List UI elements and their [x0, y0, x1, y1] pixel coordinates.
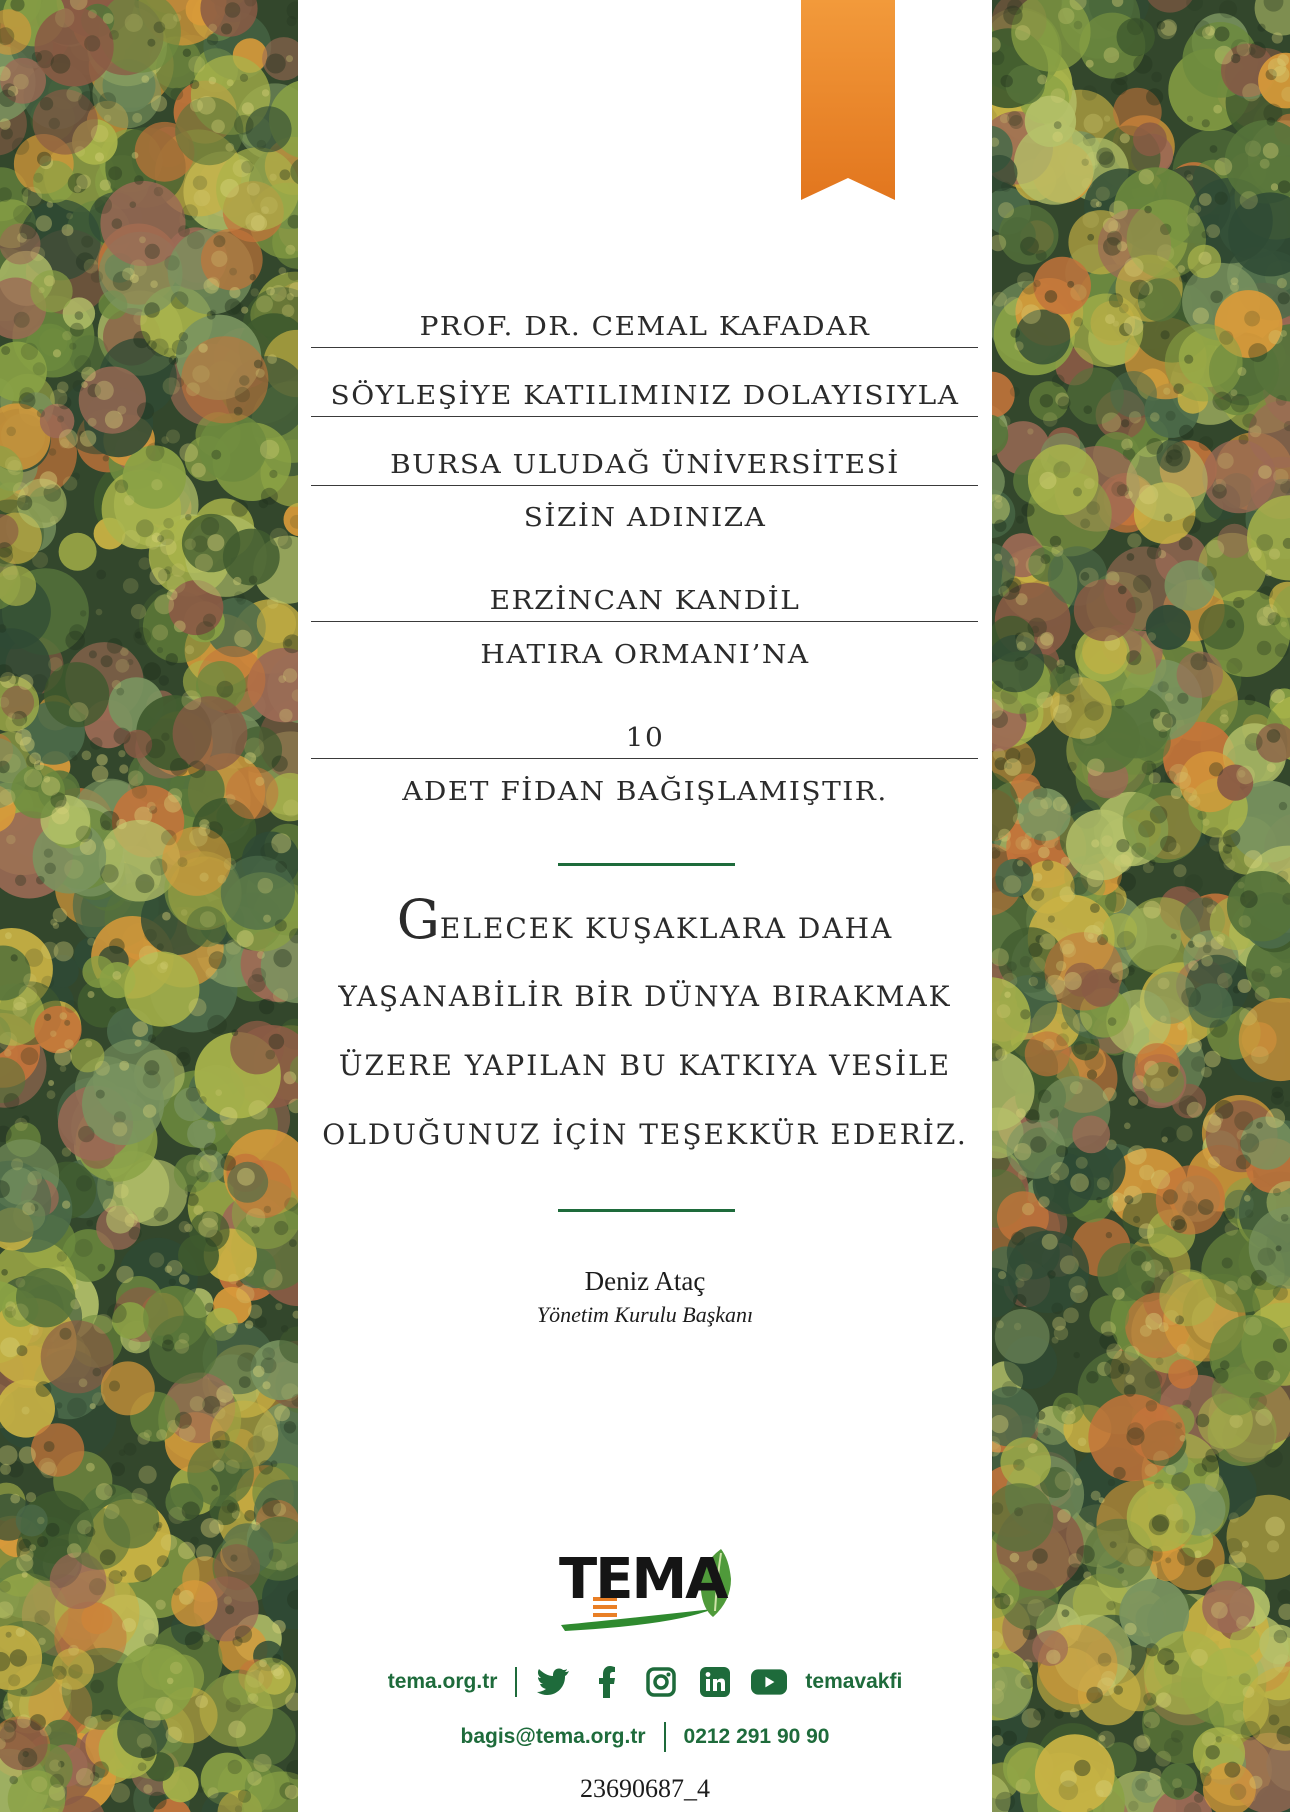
facebook-icon[interactable] — [589, 1666, 625, 1698]
document-code: 23690687_4 — [580, 1774, 710, 1803]
bookmark-ribbon — [801, 0, 895, 200]
phone-number[interactable]: 0212 291 90 90 — [683, 1725, 830, 1748]
donation-statement: ADET FİDAN BAĞIŞLAMIŞTIR. — [402, 776, 888, 807]
sapling-count: 10 — [625, 722, 665, 753]
divider-line — [311, 485, 978, 486]
quote-line-4: OLDUĞUNUZ İÇİN TEŞEKKÜR EDERİZ. — [322, 1118, 968, 1151]
certificate-card — [298, 0, 992, 1812]
reason-text: SÖYLEŞİYE KATILIMINIZ DOLAYISIYLA — [330, 380, 960, 411]
green-divider-top — [558, 863, 735, 866]
divider-line — [311, 758, 978, 759]
forest-suffix: HATIRA ORMANI’NA — [480, 639, 810, 670]
separator — [664, 1722, 666, 1752]
divider-line — [311, 621, 978, 622]
separator — [515, 1667, 517, 1697]
youtube-icon[interactable] — [751, 1666, 787, 1698]
email-link[interactable]: bagis@tema.org.tr — [460, 1725, 646, 1748]
forest-name: ERZİNCAN KANDİL — [489, 585, 801, 616]
divider-line — [311, 347, 978, 348]
divider-line — [311, 416, 978, 417]
donor-name: BURSA ULUDAĞ ÜNİVERSİTESİ — [390, 449, 900, 480]
tema-logo-text: TEMA — [559, 1547, 727, 1612]
contact-row — [298, 1719, 992, 1755]
linkedin-icon[interactable] — [697, 1666, 733, 1698]
quote-line-1 — [298, 888, 992, 951]
recipient-name: PROF. DR. CEMAL KAFADAR — [419, 311, 871, 342]
quote-line-1-rest: ELECEK KUŞAKLARA DAHA — [439, 912, 894, 945]
quote-line-2: YAŞANABİLİR BİR DÜNYA BIRAKMAK — [338, 980, 952, 1013]
quote-initial: G — [396, 888, 440, 951]
on-behalf-text: SİZİN ADINIZA — [523, 502, 767, 533]
tema-logo — [553, 1545, 743, 1635]
signer-title: Yönetim Kurulu Başkanı — [536, 1302, 754, 1327]
twitter-icon[interactable] — [535, 1666, 571, 1698]
signer-name: Deniz Ataç — [584, 1266, 706, 1296]
instagram-icon[interactable] — [643, 1666, 679, 1698]
website-link[interactable]: tema.org.tr — [387, 1670, 498, 1693]
social-links-row — [298, 1662, 992, 1702]
forest-photo-left — [0, 0, 298, 1812]
green-divider-bottom — [558, 1209, 735, 1212]
social-handle[interactable]: temavakfi — [805, 1670, 903, 1693]
forest-photo-right — [992, 0, 1290, 1812]
quote-line-3: ÜZERE YAPILAN BU KATKIYA VESİLE — [338, 1049, 952, 1082]
